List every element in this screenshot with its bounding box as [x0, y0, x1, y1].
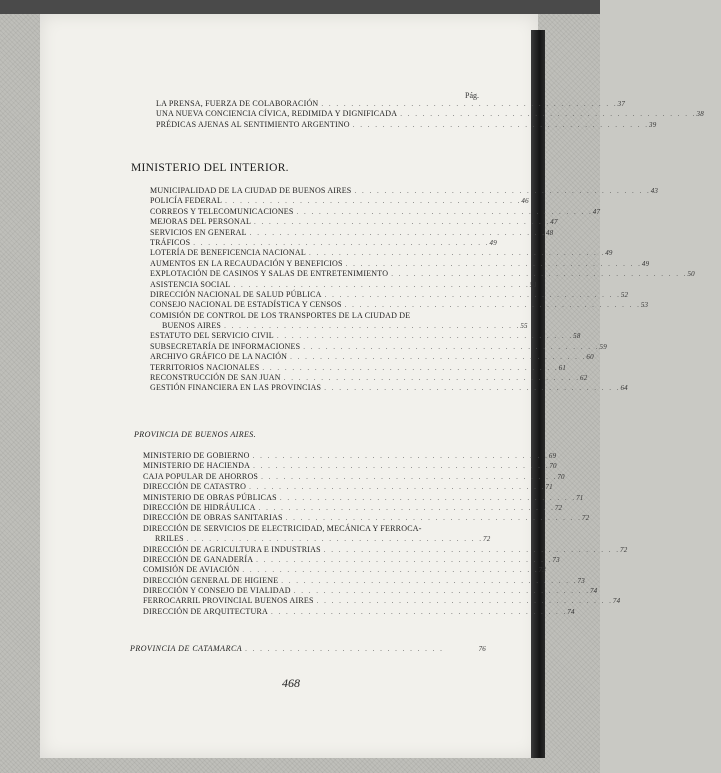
toc-row	[156, 98, 626, 109]
toc-title: DIRECCIÓN DE OBRAS SANITARIAS	[143, 513, 283, 523]
page-column-label: Pág.	[465, 91, 479, 100]
toc-row	[150, 227, 554, 238]
toc-page: 52	[620, 290, 629, 299]
leader-dots: . . . . . . . . . . . . . . . . . . . . . . . . . . . . . . . . . . . . . . . .	[344, 301, 641, 310]
leader-dots: . . . . . . . . . . . . . . . . . . . . . . . . . . . . . . . . . . . . . . . .	[290, 353, 587, 362]
interior-entries-list	[150, 185, 695, 394]
toc-page: 72	[620, 545, 628, 554]
leader-dots: . . . . . . . . . . . . . . . . . . . . . . . . . . . . . . . . . . . . . . . .	[293, 587, 590, 596]
toc-page: 69	[548, 451, 557, 460]
toc-title: POLICÍA FEDERAL	[150, 196, 223, 206]
toc-row	[150, 237, 497, 248]
section-heading-interior: MINISTERIO DEL INTERIOR.	[131, 162, 289, 174]
toc-page: 55	[520, 322, 528, 331]
toc-row	[150, 217, 558, 227]
toc-title: DIRECCIÓN DE SERVICIOS DE ELECTRICIDAD, MECÁNICA Y FERROCA-	[143, 523, 422, 533]
toc-title: COMISIÓN DE AVIACIÓN	[143, 565, 240, 575]
toc-row	[150, 300, 649, 310]
toc-title: DIRECCIÓN DE HIDRÁULICA	[143, 502, 256, 512]
toc-title: RECONSTRUCCIÓN DE SAN JUAN	[150, 373, 281, 383]
toc-page: 71	[576, 493, 584, 502]
leader-dots: . . . . . . . . . . . . . . . . . . . . . . . . . . . . . . . . . . . . . . . .	[242, 566, 539, 575]
toc-row	[150, 321, 528, 331]
toc-row	[143, 554, 560, 565]
toc-page: 48	[545, 228, 554, 237]
leader-dots: . . . . . . . . . . . . . . . . . . . . . . . . . . . . . . . . . . . . . . . .	[254, 218, 551, 227]
leader-dots: . . . . . . . . . . . . . . . . . . . . . . . . . . . . . . . . . . . . . . . .	[354, 186, 651, 195]
leader-dots: . . . . . . . . . . . . . . . . . . . . . . . . . . . . . . . . . . . . . . . .	[391, 270, 688, 279]
leader-dots: . . . . . . . . . . . . . . . . . . . . . . . . . . . . . . . . . . . . . . . .	[225, 197, 522, 206]
toc-title: DIRECCIÓN DE GANADERÍA	[143, 554, 254, 564]
toc-title: PRÉDICAS AJENAS AL SENTIMIENTO ARGENTINO	[156, 119, 350, 129]
leader-dots: . . . . . . . . . . . . . . . . . . . . . . . . . . . . . . . . . . . . . . . .	[186, 535, 484, 544]
toc-page: 72	[581, 514, 590, 523]
leader-dots: . . . . . . . . . . . . . . . . . . . . . . . . . . . . . . . . . . . . . . . .	[321, 99, 618, 108]
leader-dots: . . . . . . . . . . . . . . . . . . . . . . . . . . . . . . . . . . . . . . . .	[303, 342, 600, 351]
toc-page: 43	[650, 186, 659, 195]
toc-page: 53	[640, 301, 649, 310]
toc-page: 58	[573, 332, 581, 341]
toc-page: 73	[552, 555, 560, 564]
toc-row	[143, 492, 584, 503]
toc-page: 49	[641, 259, 650, 268]
toc-title: TRÁFICOS	[150, 237, 191, 247]
toc-row	[143, 524, 486, 534]
toc-title: DIRECCIÓN GENERAL DE HIGIENE	[143, 575, 279, 585]
toc-page: 74	[612, 597, 621, 606]
leader-dots: . . . . . . . . . . . . . . . . . . . . . . . . . . . . . . . . . . . . . . . .	[324, 290, 621, 299]
toc-title: AUMENTOS EN LA RECAUDACIÓN Y BENEFICIOS	[150, 258, 343, 268]
leader-dots: . . . . . . . . . . . . . . . . . . . . . . . . . . . . . . . . . . . . . . . .	[345, 259, 642, 268]
leader-dots: . . . . . . . . . . . . . . . . . . . . . . . . . . . . . . . . . . . . . . . .	[261, 472, 558, 481]
toc-row	[143, 544, 628, 555]
toc-title: EXPLOTACIÓN DE CASINOS Y SALAS DE ENTRETENIMIENTO	[150, 269, 389, 279]
folio-number: 468	[282, 676, 300, 690]
toc-page: 73	[577, 576, 585, 585]
toc-row	[150, 383, 628, 393]
leader-dots: . . . . . . . . . . . . . . . . . . . . . . . . . . . . . . . . . . . . . . . .	[271, 607, 568, 616]
toc-page: 51	[529, 280, 538, 289]
toc-title: ARCHIVO GRÁFICO DE LA NACIÓN	[150, 352, 288, 362]
toc-page: 70	[549, 462, 557, 471]
toc-title: DIRECCIÓN DE AGRICULTURA E INDUSTRIAS	[143, 544, 321, 554]
leader-dots: . . . . . . . . . . . . . . . . . . . . . . . . . . . . . . . . . . . . . . . .	[256, 555, 553, 564]
catamarca-entry	[130, 644, 486, 654]
leader-dots: . . . . . . . . . . . . . . . . . . . . . . . . . . . . . . . . . . . . . . . .	[279, 493, 577, 502]
toc-title: FERROCARRIL PROVINCIAL BUENOS AIRES	[143, 596, 314, 606]
leader-dots: . . . . . . . . . . . . . . . . . . . . . . . . . . . . . . . . . . . . . . . .	[249, 228, 546, 237]
toc-title: DIRECCIÓN DE ARQUITECTURA	[143, 606, 268, 616]
toc-page: 62	[580, 374, 588, 383]
toc-page: 71	[545, 483, 553, 492]
toc-title: LOTERÍA DE BENEFICENCIA NACIONAL	[150, 248, 306, 258]
leader-dots: . . . . . . . . . . . . . . . . . . . . . . . . . . . . . . . . . . . . . . . .	[316, 597, 613, 606]
leader-dots: . . . . . . . . . . . . . . . . . . . . . . . . . . . . . . . . . . . . . . . .	[324, 384, 621, 393]
toc-page: 61	[558, 363, 567, 372]
toc-page: 72	[554, 503, 563, 512]
leader-dots: . . . . . . . . . . . . . . . . . . . . . . . . . . . . . . . . . . . . . . . .	[262, 363, 559, 372]
toc-title: SERVICIOS EN GENERAL	[150, 227, 247, 237]
toc-page: 37	[617, 99, 626, 108]
toc-row	[156, 109, 704, 119]
toc-page: 60	[586, 353, 594, 362]
toc-title: MEJORAS DEL PERSONAL	[150, 217, 252, 227]
toc-page: 73	[538, 566, 546, 575]
toc-title: BUENOS AIRES	[162, 321, 222, 331]
toc-page: 49	[605, 249, 613, 258]
leader-dots: . . . . . . . . . . . . . . . . . . . . . . . . . . . . . . . . . . . . . . . .	[296, 207, 593, 216]
leader-dots: . . . . . . . . . . . . . . . . . . . . . . . . . . . . . . . . . . . . . . . .	[193, 238, 490, 247]
toc-page: 38	[696, 110, 704, 119]
toc-row	[143, 513, 590, 523]
toc-row	[143, 450, 557, 461]
toc-title: MUNICIPALIDAD DE LA CIUDAD DE BUENOS AIRES	[150, 185, 352, 195]
toc-title: DIRECCIÓN NACIONAL DE SALUD PÚBLICA	[150, 289, 322, 299]
toc-row	[143, 534, 491, 544]
toc-row	[156, 119, 657, 130]
toc-row	[150, 373, 588, 383]
leader-dots: . . . . . . . . . . . . . . . . . . . . . . . . . . . . . . . . . . . . . . . .	[308, 249, 606, 258]
leader-dots: . . . . . . . . . . . . . . . . . . . . . . . . . . . . . . . . . . . . . . . .	[400, 110, 697, 119]
toc-title: DIRECCIÓN Y CONSEJO DE VIALIDAD	[143, 586, 291, 596]
toc-title: PROVINCIA DE CATAMARCA	[130, 643, 243, 653]
toc-title: CONSEJO NACIONAL DE ESTADÍSTICA Y CENSOS	[150, 300, 342, 310]
toc-row	[143, 565, 546, 575]
toc-row	[150, 341, 607, 352]
leader-dots: . . . . . . . . . . . . . . . . . . . . . . . . . . . . . . . . . . . . . . . .	[352, 120, 650, 129]
top-entries-list	[156, 98, 704, 130]
toc-page: 72	[483, 535, 491, 544]
toc-title: MINISTERIO DE GOBIERNO	[143, 450, 250, 460]
toc-row	[130, 644, 486, 654]
scan-top-shadow	[0, 0, 600, 14]
toc-title: TERRITORIOS NACIONALES	[150, 362, 260, 372]
toc-row	[150, 206, 601, 217]
toc-row	[150, 248, 613, 258]
toc-page: 47	[550, 218, 558, 227]
toc-row	[143, 596, 621, 606]
toc-row	[150, 331, 581, 341]
toc-title: RRILES	[155, 534, 184, 544]
toc-title: UNA NUEVA CONCIENCIA CÍVICA, REDIMIDA Y DIGNIFICADA	[156, 109, 398, 119]
toc-title: SUBSECRETARÍA DE INFORMACIONES	[150, 341, 301, 351]
toc-row	[143, 586, 598, 596]
leader-dots: . . . . . . . . . . . . . . . . . . . . . . . . . . . . . . . . . . . . . . . .	[323, 545, 621, 554]
toc-row	[150, 196, 529, 206]
toc-row	[143, 461, 557, 471]
toc-page: 47	[592, 207, 601, 216]
toc-row	[150, 289, 629, 300]
leader-dots: . . . . . . . . . . . . . . . . . . . . . . . . . . . . . . . . . . . . . . . .	[285, 514, 582, 523]
toc-page: 64	[620, 384, 628, 393]
toc-page: 74	[589, 587, 598, 596]
toc-title: CAJA POPULAR DE AHORROS	[143, 471, 259, 481]
toc-row	[143, 502, 563, 513]
toc-row	[150, 362, 567, 373]
toc-title: DIRECCIÓN DE CATASTRO	[143, 482, 247, 492]
toc-title: MINISTERIO DE OBRAS PÚBLICAS	[143, 492, 277, 502]
toc-row	[150, 311, 486, 321]
toc-row	[150, 269, 695, 279]
toc-row	[150, 258, 650, 269]
toc-title: ESTATUTO DEL SERVICIO CIVIL	[150, 331, 274, 341]
toc-page: 74	[567, 607, 575, 616]
leader-dots: . . . . . . . . . . . . . . . . . . . . . . . . . . . . . . . . . . . . . . . .	[233, 280, 530, 289]
toc-title: ASISTENCIA SOCIAL	[150, 279, 231, 289]
toc-row	[150, 279, 538, 290]
leader-dots: . . . . . . . . . . . . . . . . . . . . . . . . . . .	[245, 644, 444, 653]
toc-page: 59	[599, 342, 607, 351]
toc-row	[143, 482, 553, 492]
toc-title: COMISIÓN DE CONTROL DE LOS TRANSPORTES DE LA CIUDAD DE	[150, 310, 411, 320]
toc-row	[143, 471, 565, 482]
toc-page: 70	[557, 472, 565, 481]
section-heading-buenos-aires: PROVINCIA DE BUENOS AIRES.	[134, 430, 257, 439]
leader-dots: . . . . . . . . . . . . . . . . . . . . . . . . . . . . . . . . . . . . . . . .	[283, 374, 581, 383]
toc-page: 46	[521, 197, 529, 206]
toc-page: 39	[649, 120, 657, 129]
toc-page: 50	[687, 270, 695, 279]
toc-row	[143, 606, 575, 617]
toc-title: GESTIÓN FINANCIERA EN LAS PROVINCIAS	[150, 383, 322, 393]
toc-row	[143, 575, 585, 586]
book-spine-shadow	[531, 30, 545, 758]
toc-title: LA PRENSA, FUERZA DE COLABORACIÓN	[156, 98, 319, 108]
toc-row	[150, 352, 594, 362]
toc-title: MINISTERIO DE HACIENDA	[143, 461, 251, 471]
leader-dots: . . . . . . . . . . . . . . . . . . . . . . . . . . . . . . . . . . . . . . . .	[252, 451, 549, 460]
toc-page: 49	[489, 238, 497, 247]
leader-dots: . . . . . . . . . . . . . . . . . . . . . . . . . . . . . . . . . . . . . . . .	[281, 576, 578, 585]
leader-dots: . . . . . . . . . . . . . . . . . . . . . . . . . . . . . . . . . . . . . . . .	[276, 332, 574, 341]
toc-row	[150, 185, 659, 196]
leader-dots: . . . . . . . . . . . . . . . . . . . . . . . . . . . . . . . . . . . . . . . .	[249, 483, 546, 492]
leader-dots: . . . . . . . . . . . . . . . . . . . . . . . . . . . . . . . . . . . . . . . .	[253, 462, 550, 471]
leader-dots: . . . . . . . . . . . . . . . . . . . . . . . . . . . . . . . . . . . . . . . .	[224, 322, 521, 331]
toc-page: 76	[478, 644, 486, 653]
toc-title: CORREOS Y TELECOMUNICACIONES	[150, 206, 294, 216]
leader-dots: . . . . . . . . . . . . . . . . . . . . . . . . . . . . . . . . . . . . . . . .	[258, 503, 555, 512]
buenos-aires-entries-list	[143, 450, 628, 617]
